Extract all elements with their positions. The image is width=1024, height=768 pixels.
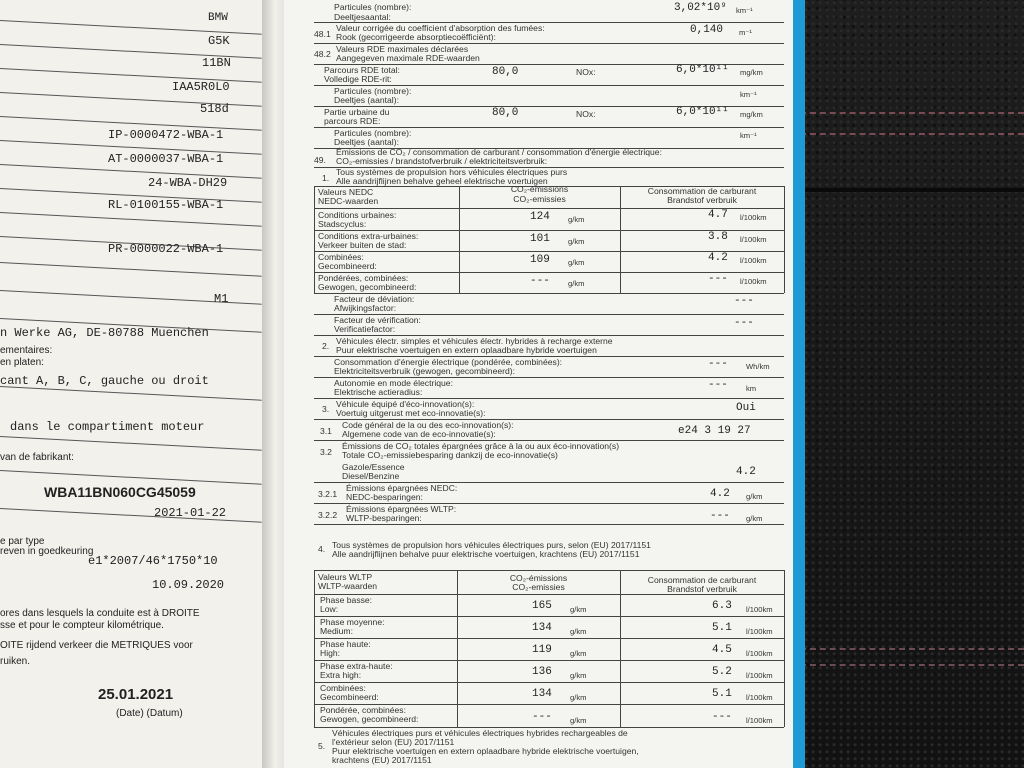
wltp-co2-header: CO₂-émissions: [509, 573, 568, 583]
section-3-2-1-value: 4.2: [710, 488, 730, 500]
wltp-row-co2-unit: g/km: [570, 693, 587, 702]
wltp-fuel-header-nl: Brandstof verbruik: [667, 584, 737, 594]
nedc-row-label-nl: Gewogen, gecombineerd:: [318, 282, 417, 292]
nedc-row-fuel: 3.8: [708, 231, 728, 243]
wltp-row-fuel-unit: l/100km: [746, 605, 773, 614]
nedc-row-co2: 101: [530, 233, 550, 245]
table-border: [314, 616, 784, 617]
section-4-number: 4.: [318, 544, 326, 554]
rde-total-particles-unit: km⁻¹: [740, 90, 757, 99]
rde-total-fr: Parcours RDE total:: [324, 65, 400, 75]
nedc-row-co2: 109: [530, 254, 550, 266]
section-48-2-fr: Valeurs RDE maximales déclarées: [336, 44, 469, 54]
table-border: [784, 570, 785, 727]
field-ref-3: 24-WBA-DH29: [148, 176, 228, 190]
top-particles-unit: km⁻¹: [736, 6, 753, 15]
field-approval-number: e1*2007/46*1750*10: [88, 554, 218, 568]
nedc-row-fuel-unit: l/100km: [740, 235, 767, 244]
wltp-row-label-fr: Phase moyenne:: [320, 617, 385, 627]
table-border: [314, 638, 784, 639]
verification-value: ---: [734, 317, 754, 329]
verification-nl: Verificatiefactor:: [334, 324, 396, 334]
label-approval-fr: e par type: [0, 536, 45, 547]
rde-total-particles: 6,0*10¹¹: [676, 64, 729, 76]
wltp-row-label-fr: Pondérée, combinées:: [320, 705, 406, 715]
section-4-fr: Tous systèmes de propulsion hors véhicules électriques purs, selon (EU) 2017/1151: [332, 540, 651, 550]
field-first-registration: 2021-01-22: [154, 506, 227, 520]
wltp-fuel-header: Consommation de carburant: [647, 575, 757, 585]
note-nl-2: ruiken.: [0, 656, 31, 667]
nedc-row-label-fr: Combinées:: [318, 252, 364, 262]
section-48-1-value: 0,140: [690, 24, 724, 36]
wltp-row-fuel: 5.1: [712, 688, 732, 700]
wltp-row-co2: 165: [532, 600, 552, 612]
wltp-row-label-nl: Medium:: [320, 626, 353, 636]
nedc-row-co2: ---: [530, 275, 550, 287]
wltp-row-co2: 134: [532, 622, 552, 634]
wltp-row-label-fr: Phase haute:: [320, 639, 371, 649]
section-1-nl: Alle aandrijflijnen behalve geheel elektrische voertuigen: [336, 176, 548, 186]
field-ref-2: AT-0000037-WBA-1: [108, 152, 224, 166]
section-48-2-number: 48.2: [314, 49, 331, 59]
fuel-type-fr: Gazole/Essence: [342, 462, 405, 472]
deviation-nl: Afwijkingsfactor:: [334, 303, 397, 313]
wltp-row-fuel: 5.1: [712, 622, 732, 634]
fuel-header-nl: Brandstof verbruik: [667, 195, 737, 205]
section-48-1-nl: Rook (gecorrigeerde absorptiecoëfficiënt):: [336, 32, 496, 42]
nedc-row-label-nl: Stadscyclus:: [318, 219, 367, 229]
nedc-row-fuel: ---: [708, 273, 728, 285]
signature-date: 25.01.2021: [98, 686, 174, 703]
rde-total-nox-label: NOx:: [576, 67, 596, 77]
field-manufacturer: n Werke AG, DE-80788 Muenchen: [0, 326, 209, 340]
form-line: [0, 436, 262, 451]
table-border: [314, 682, 784, 683]
seat-stitching: [800, 133, 1024, 135]
section-3-2-nl: Totale CO₂-emissiebesparing dankzij de eco-innovatie(s): [342, 450, 558, 460]
wltp-row-fuel-unit: l/100km: [746, 649, 773, 658]
section-1-number: 1.: [322, 173, 330, 183]
seat-stitching: [800, 664, 1024, 666]
wltp-row-co2-unit: g/km: [570, 671, 587, 680]
nedc-row-label-nl: Verkeer buiten de stad:: [318, 240, 407, 250]
form-line: [0, 262, 262, 277]
field-version: IAA5R0L0: [172, 80, 230, 94]
co2-header-nl: CO₂-emissies: [513, 194, 566, 204]
section-2-nl: Puur elektrische voertuigen en extern oplaadbare hybride voertuigen: [336, 345, 597, 355]
seat-stitching: [800, 648, 1024, 650]
field-plates-location: cant A, B, C, gauche ou droit: [0, 374, 209, 388]
field-ref-4: RL-0100155-WBA-1: [108, 198, 224, 212]
wltp-row-label-fr: Combinées:: [320, 683, 366, 693]
wltp-row-fuel: 4.5: [712, 644, 732, 656]
section-3-2-1-fr: Émissions épargnées NEDC:: [346, 483, 458, 493]
field-vin: WBA11BN060CG45059: [44, 484, 196, 500]
right-document-page: [284, 0, 794, 768]
note-fr-1: ores dans lesquels la conduite est à DROITE: [0, 608, 200, 619]
section-48-1-unit: m⁻¹: [739, 28, 752, 37]
wltp-row-co2: 119: [532, 644, 552, 656]
rde-urban-fr: Partie urbaine du: [324, 107, 390, 117]
section-49-fr: Émissions de CO₂ / consommation de carburant / consommation d'énergie électrique:: [336, 147, 662, 157]
section-3-2-2-fr: Émissions épargnées WLTP:: [346, 504, 457, 514]
rde-urban-particles-unit: km⁻¹: [740, 131, 757, 140]
rde-total-unit: mg/km: [740, 68, 763, 77]
section-3-2-fr: Émissions de CO₂ totales épargnées grâce à la ou aux éco-innovation(s): [342, 441, 620, 451]
nedc-row-label-fr: Conditions extra-urbaines:: [318, 231, 419, 241]
top-particles-label-nl: Deeltjesaantal:: [334, 12, 391, 22]
leather-seat-background: [790, 0, 1024, 768]
section-3-1-fr: Code général de la ou des eco-innovation(s):: [342, 420, 514, 430]
left-document-page: [0, 0, 262, 768]
nedc-row-fuel: 4.2: [708, 252, 728, 264]
rde-urban-particles: 6,0*10¹¹: [676, 106, 729, 118]
elec-consumption-value: ---: [708, 358, 728, 370]
table-border: [314, 570, 784, 571]
elec-range-unit: km: [746, 384, 757, 393]
wltp-row-co2-unit: g/km: [570, 627, 587, 636]
wltp-row-fuel-unit: l/100km: [746, 627, 773, 636]
section-5-nl-1: Puur elektrische voertuigen en extern oplaadbare hybride elektrische voertuigen,: [332, 746, 639, 756]
rde-urban-nox-label: NOx:: [576, 109, 596, 119]
rde-urban-particles-nl: Deeltjes (aantal):: [334, 137, 399, 147]
co2-header: CO₂-émissions: [510, 184, 569, 194]
section-3-1-value: e24 3 19 27: [678, 425, 751, 437]
rde-total-particles-nl: Deeltjes (aantal):: [334, 95, 399, 105]
field-ref-5: PR-0000022-WBA-1: [108, 242, 224, 256]
section-5-number: 5.: [318, 741, 326, 751]
wltp-row-label-nl: Gecombineerd:: [320, 692, 379, 702]
elec-range-fr: Autonomie en mode électrique:: [334, 378, 453, 388]
section-49-number: 49.: [314, 155, 326, 165]
nedc-header: Valeurs NEDC: [318, 187, 374, 197]
elec-consumption-nl: Elektriciteitsverbruik (gewogen, gecombineerd):: [334, 366, 516, 376]
section-3-1-nl: Algemene code van de eco-innovatie(s):: [342, 429, 496, 439]
section-5-nl-2: krachtens (EU) 2017/1151: [332, 755, 432, 765]
section-3-2-1-nl: NEDC-besparingen:: [346, 492, 423, 502]
nedc-row-label-fr: Conditions urbaines:: [318, 210, 397, 220]
section-48-1-fr: Valeur corrigée du coefficient d'absorption des fumées:: [336, 23, 545, 33]
wltp-row-fuel-unit: l/100km: [746, 716, 773, 725]
elec-consumption-fr: Consommation d'énergie électrique (pondérée, combinées):: [334, 357, 563, 367]
book-gutter: [262, 0, 284, 768]
table-border: [457, 570, 458, 727]
nedc-row-label-nl: Gecombineerd:: [318, 261, 377, 271]
section-48-2-nl: Aangegeven maximale RDE-waarden: [336, 53, 480, 63]
nedc-row-co2-unit: g/km: [568, 237, 585, 246]
nedc-row-co2-unit: g/km: [568, 258, 585, 267]
wltp-header: Valeurs WLTP: [318, 572, 373, 582]
note-fr-2: sse et pour le compteur kilométrique.: [0, 620, 164, 631]
nedc-row-fuel: 4.7: [708, 209, 728, 221]
form-line: [0, 386, 262, 401]
wltp-row-fuel-unit: l/100km: [746, 693, 773, 702]
rde-total-nl: Volledige RDE-rit:: [324, 74, 392, 84]
wltp-row-fuel: 5.2: [712, 666, 732, 678]
verification-fr: Facteur de vérification:: [334, 315, 421, 325]
label-plates-nl: en platen:: [0, 357, 44, 368]
section-4-nl: Alle aandrijflijnen behalve puur elektrische voertuigen, krachtens (EU) 2017/1151: [332, 549, 640, 559]
section-2-number: 2.: [322, 341, 330, 351]
section-3-fr: Véhicule équipé d'éco-innovation(s):: [336, 399, 475, 409]
nedc-header-nl: NEDC-waarden: [318, 196, 379, 206]
section-5-fr-1: Véhicules électriques purs et véhicules électriques hybrides rechargeables de: [332, 728, 628, 738]
section-3-2-2-number: 3.2.2: [318, 510, 338, 520]
table-border: [314, 570, 315, 727]
rde-urban-fr2: parcours RDE:: [324, 116, 381, 126]
wltp-row-label-fr: Phase extra-haute:: [320, 661, 393, 671]
top-particles-value: 3,02*10⁹: [674, 2, 727, 14]
nedc-row-co2: 124: [530, 211, 550, 223]
wltp-row-label-nl: Low:: [320, 604, 339, 614]
wltp-header-nl: WLTP-waarden: [318, 581, 378, 591]
seat-stitching: [800, 112, 1024, 114]
seat-seam: [800, 188, 1024, 192]
section-3-2-2-value: ---: [710, 510, 730, 522]
table-border: [314, 186, 315, 293]
wltp-row-co2: ---: [532, 711, 552, 723]
wltp-row-fuel: ---: [712, 711, 732, 723]
elec-range-value: ---: [708, 379, 728, 391]
label-manufacturer-code: van de fabrikant:: [0, 452, 74, 463]
field-engine-location: dans le compartiment moteur: [10, 420, 205, 434]
wltp-row-label-nl: High:: [320, 648, 341, 658]
wltp-row-fuel-unit: l/100km: [746, 671, 773, 680]
field-variant: 11BN: [202, 56, 231, 70]
wltp-row-label-nl: Gewogen, gecombineerd:: [320, 714, 419, 724]
wltp-row-label-nl: Extra high:: [320, 670, 362, 680]
label-approval-nl: reven in goedkeuring: [0, 546, 94, 557]
rde-urban-unit: mg/km: [740, 110, 763, 119]
section-3-2-value: 4.2: [736, 466, 756, 478]
table-border: [784, 186, 785, 293]
rde-total-value: 80,0: [492, 66, 519, 78]
field-ref-1: IP-0000472-WBA-1: [108, 128, 224, 142]
wltp-row-co2-unit: g/km: [570, 649, 587, 658]
wltp-row-co2: 136: [532, 666, 552, 678]
section-3-number: 3.: [322, 404, 330, 414]
wltp-co2-header-nl: CO₂-emissies: [512, 582, 565, 592]
section-1-fr: Tous systèmes de propulsion hors véhicules électriques purs: [336, 167, 568, 177]
wltp-row-co2: 134: [532, 688, 552, 700]
fuel-header: Consommation de carburant: [647, 186, 757, 196]
nedc-row-fuel-unit: l/100km: [740, 213, 767, 222]
nedc-row-fuel-unit: l/100km: [740, 256, 767, 265]
form-line: [0, 470, 262, 485]
blue-page-edge: [793, 0, 805, 768]
section-3-2-number: 3.2: [320, 447, 332, 457]
section-49-nl: CO₂-emissies / brandstofverbruik / elektriciteitsverbruik:: [336, 156, 548, 166]
note-nl-1: OITE rijdend verkeer die METRIQUES voor: [0, 640, 193, 651]
section-2-fr: Véhicules électr. simples et véhicules électr. hybrides à recharge externe: [336, 336, 613, 346]
date-label: (Date) (Datum): [116, 708, 183, 719]
rde-urban-value: 80,0: [492, 107, 519, 119]
nedc-row-label-fr: Pondérées, combinées:: [318, 273, 409, 283]
section-3-1-number: 3.1: [320, 426, 332, 436]
section-3-value: Oui: [736, 402, 756, 414]
rde-total-particles-fr: Particules (nombre):: [334, 86, 412, 96]
wltp-row-co2-unit: g/km: [570, 605, 587, 614]
table-border: [314, 594, 784, 595]
field-make: BMW: [208, 12, 228, 24]
deviation-value: ---: [734, 295, 754, 307]
section-3-2-1-number: 3.2.1: [318, 489, 338, 499]
wltp-row-label-fr: Phase basse:: [320, 595, 373, 605]
elec-consumption-unit: Wh/km: [746, 362, 770, 371]
section-5-fr-2: l'extérieur selon (EU) 2017/1151: [332, 737, 455, 747]
section-3-2-2-nl: WLTP-besparingen:: [346, 513, 422, 523]
nedc-row-co2-unit: g/km: [568, 279, 585, 288]
field-type: G5K: [208, 34, 230, 48]
fuel-type-nl: Diesel/Benzine: [342, 471, 400, 481]
field-category: M1: [214, 292, 229, 306]
rule: [314, 524, 784, 525]
wltp-row-fuel: 6.3: [712, 600, 732, 612]
wltp-row-co2-unit: g/km: [570, 716, 587, 725]
form-line: [0, 212, 262, 227]
deviation-fr: Facteur de déviation:: [334, 294, 415, 304]
section-3-2-2-unit: g/km: [746, 514, 763, 523]
rde-urban-particles-fr: Particules (nombre):: [334, 128, 412, 138]
label-plates-fr: ementaires:: [0, 345, 53, 356]
top-particles-label-fr: Particules (nombre):: [334, 2, 412, 12]
field-commercial-name: 518d: [200, 102, 229, 116]
section-3-nl: Voertuig uitgerust met eco-innovatie(s):: [336, 408, 486, 418]
field-approval-date: 10.09.2020: [152, 578, 225, 592]
nedc-row-fuel-unit: l/100km: [740, 277, 767, 286]
section-3-2-1-unit: g/km: [746, 492, 763, 501]
section-48-1-number: 48.1: [314, 29, 331, 39]
elec-range-nl: Elektrische actieradius:: [334, 387, 423, 397]
nedc-row-co2-unit: g/km: [568, 215, 585, 224]
